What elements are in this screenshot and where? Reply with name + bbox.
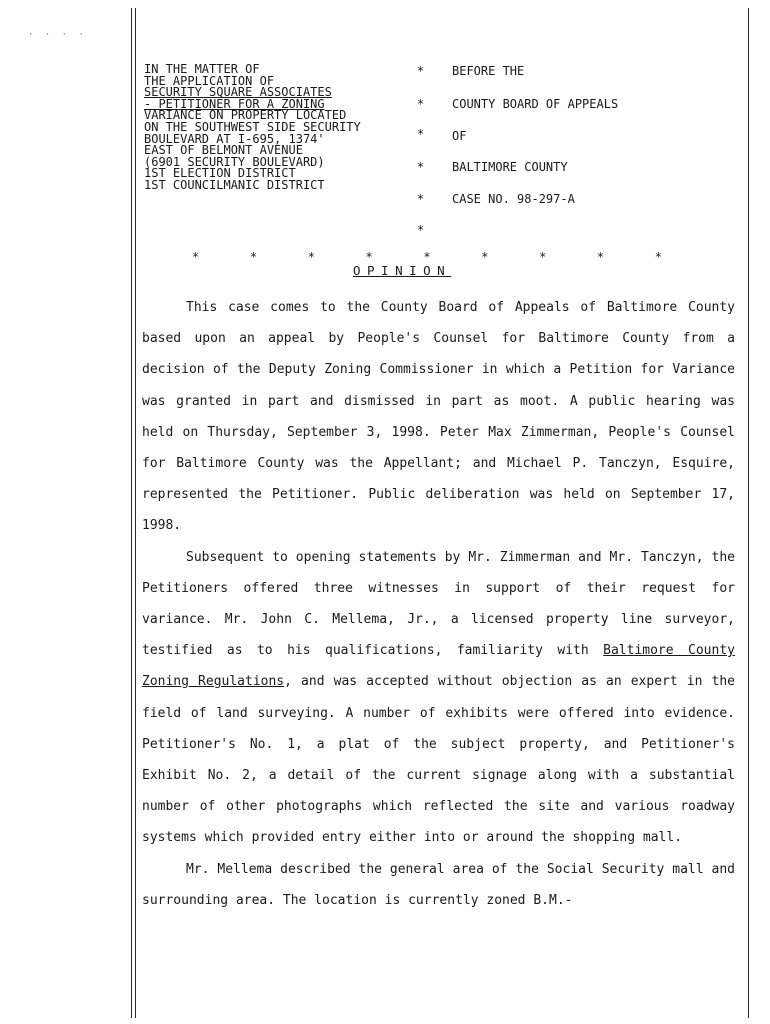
caption-right-line: BEFORE THE xyxy=(452,64,525,78)
right-margin-line xyxy=(748,8,749,1018)
caption-line: EAST OF BELMONT AVENUE xyxy=(144,143,303,158)
left-margin-line xyxy=(131,8,132,1018)
caption-line: THE APPLICATION OF xyxy=(144,73,275,88)
divider-star: * xyxy=(365,250,373,264)
divider-star: * xyxy=(249,250,258,264)
opinion-heading: OPINION xyxy=(353,263,452,278)
caption-line-petitioner: SECURITY SQUARE ASSOCIATES xyxy=(144,85,332,100)
caption-left-column xyxy=(144,64,414,192)
caption-star: * xyxy=(417,223,425,237)
caption-right-line: COUNTY BOARD OF APPEALS xyxy=(452,97,619,111)
caption-star: * xyxy=(417,192,425,206)
paragraph-2-text-cont: , and was accepted without objection as an expert in the field of land surveying. A number of exhibits were offered into evidence. Petitioner's No. 1, a plat of the subject property, and Petitioner's Exhibit No. 2, a detail of the current signage along with a substantial number of other photographs which reflected the site and various roadway systems which provided entry either into or around the shopping mall. xyxy=(142,674,735,846)
caption-line: ON THE SOUTHWEST SIDE SECURITY xyxy=(144,119,361,134)
opinion-body xyxy=(142,292,735,916)
caption-star: * xyxy=(417,64,425,78)
divider-star: * xyxy=(192,250,200,264)
divider-star: * xyxy=(481,250,489,264)
caption-line: 1ST COUNCILMANIC DISTRICT xyxy=(144,177,325,192)
caption-star: * xyxy=(417,160,425,174)
caption-right-line: OF xyxy=(452,129,467,143)
caption-line: 1ST ELECTION DISTRICT xyxy=(144,166,296,181)
caption-right-line: BALTIMORE COUNTY xyxy=(452,160,568,174)
paragraph-1: This case comes to the County Board of Appeals of Baltimore County based upon an appeal by People's Counsel for Baltimore County from a decision of the Deputy Zoning Commissioner in which a Petition for Variance was granted in part and dismissed in part as moot. A public hearing was held on Thursday, September 3, 1998. Peter Max Zimmerman, People's Counsel for Baltimore County was the Appellant; and Michael P. Tanczyn, Esquire, represented the Petitioner. Public deliberation was held on September 17, 1998. xyxy=(142,300,735,534)
caption-line: (6901 SECURITY BOULEVARD) xyxy=(144,154,325,169)
divider-star: * xyxy=(539,250,547,264)
divider-star: * xyxy=(596,250,605,264)
caption-line: - PETITIONER FOR A ZONING xyxy=(144,96,325,111)
paragraph-3: Mr. Mellema described the general area of the Social Security mall and surrounding area. The location is currently zoned B.M.- xyxy=(142,861,735,908)
divider-star: * xyxy=(654,250,662,264)
divider-star: * xyxy=(307,250,315,264)
caption-line: VARIANCE ON PROPERTY LOCATED xyxy=(144,108,347,123)
caption-star: * xyxy=(417,97,425,111)
caption-line: IN THE MATTER OF xyxy=(144,62,260,76)
scan-specks: · · · · xyxy=(28,30,87,40)
left-margin-line-inner xyxy=(135,8,136,1018)
caption-star: * xyxy=(417,127,425,141)
paragraph-2-text: Subsequent to opening statements by Mr. Zimmerman and Mr. Tanczyn, the Petitioners offered three witnesses in support of their request for variance. Mr. John C. Mellema, Jr., a licensed property line surveyor, testified as to his qualifications, familiarity with xyxy=(142,549,735,659)
caption-right-line-case-no: CASE NO. 98-297-A xyxy=(452,192,575,206)
regulations-title: Baltimore County Zoning Regulations xyxy=(142,643,735,690)
caption-line: BOULEVARD AT I-695, 1374' xyxy=(144,131,325,146)
divider-star: * xyxy=(423,250,431,264)
star-divider xyxy=(192,250,662,264)
paragraph-2 xyxy=(142,542,735,854)
